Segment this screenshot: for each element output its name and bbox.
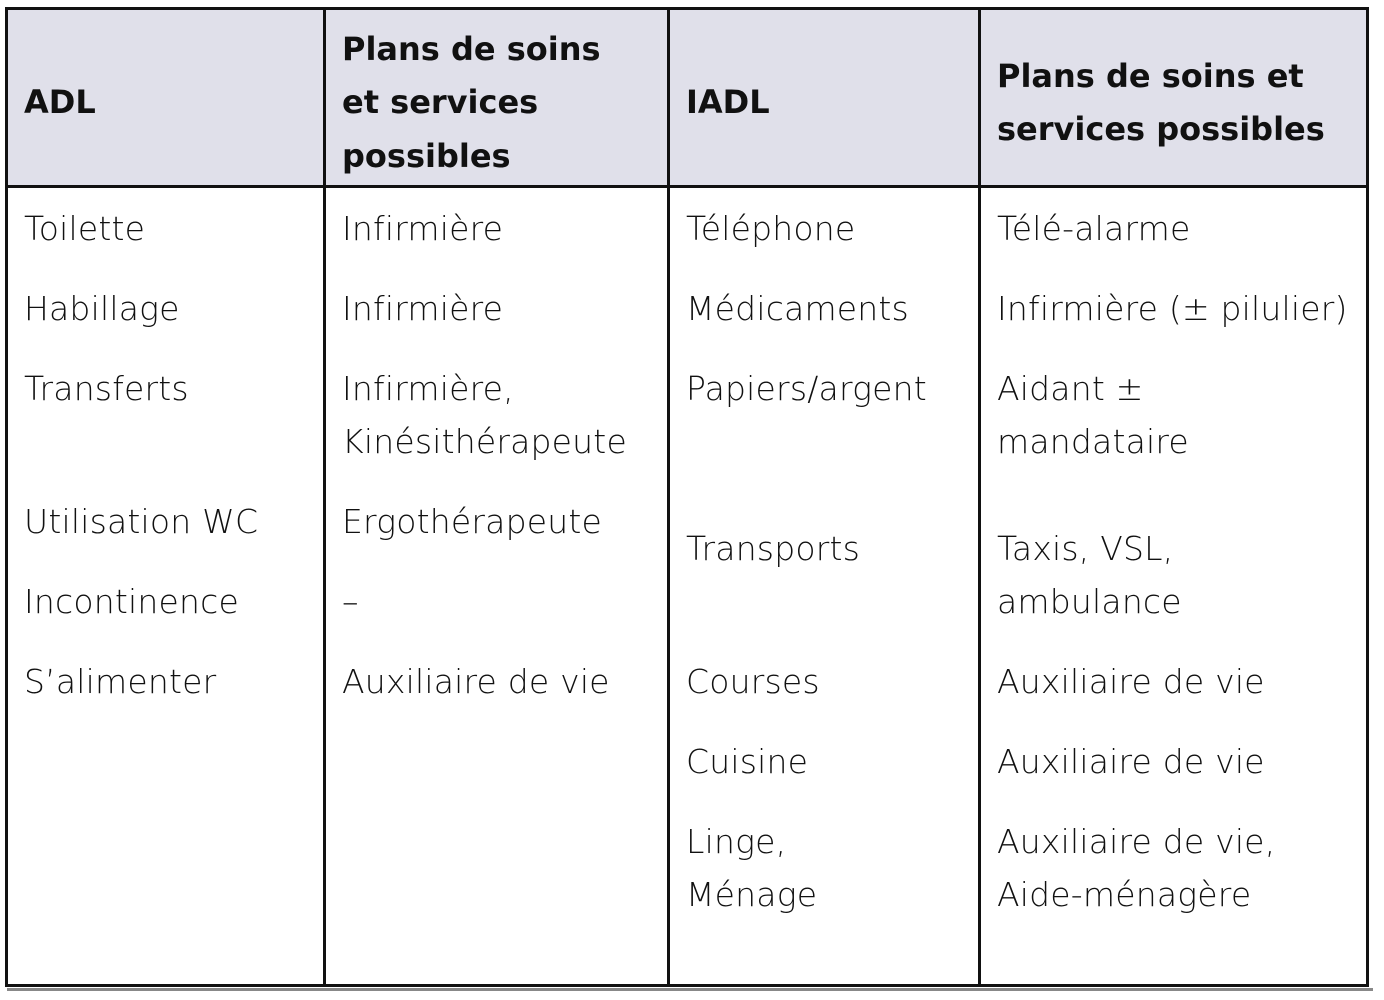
iadl-service: ambulance [997,582,1182,621]
adl-activity: S’alimenter [24,662,217,701]
iadl-activity: Ménage [686,875,818,914]
adl-service: Infirmière [342,289,504,328]
iadl-service: Aide-ménagère [997,875,1252,914]
adl-service: Kinésithérapeute [342,422,627,461]
adl-activity: Habillage [24,289,180,328]
iadl-service: Infirmière (± pilulier) [997,289,1348,328]
header-adl-services-line1: Plans de soins [342,30,601,68]
adl-iadl-table [5,7,1369,987]
adl-activity: Transferts [24,369,189,408]
iadl-service: Télé-alarme [997,209,1191,248]
adl-service: Infirmière, [342,369,514,408]
header-adl-services-line3: possibles [342,137,511,175]
adl-activity: Incontinence [24,582,239,621]
iadl-activity: Cuisine [686,742,809,781]
iadl-service: mandataire [997,422,1189,461]
adl-activity: Toilette [24,209,146,248]
column-divider [978,10,981,984]
header-adl: ADL [24,83,96,121]
iadl-activity: Courses [686,662,820,701]
column-divider [667,10,670,984]
iadl-service: Auxiliaire de vie [997,662,1265,701]
adl-service: – [342,582,359,621]
iadl-activity: Transports [686,529,861,568]
iadl-activity: Téléphone [686,209,856,248]
header-iadl-services-line1: Plans de soins et [997,57,1304,95]
adl-service: Ergothérapeute [342,502,602,541]
iadl-service: Taxis, VSL, [997,529,1174,568]
header-iadl-services-line2: services possibles [997,110,1325,148]
iadl-activity: Papiers/argent [686,369,927,408]
iadl-activity: Médicaments [686,289,909,328]
adl-activity: Utilisation WC [24,502,259,541]
iadl-service: Aidant ± [997,369,1144,408]
header-iadl: IADL [686,83,770,121]
adl-service: Auxiliaire de vie [342,662,610,701]
header-adl-services-line2: et services [342,83,539,121]
iadl-activity: Linge, [686,822,787,861]
iadl-service: Auxiliaire de vie [997,742,1265,781]
column-divider [323,10,326,984]
iadl-service: Auxiliaire de vie, [997,822,1276,861]
adl-service: Infirmière [342,209,504,248]
table-shadow [7,988,1373,991]
